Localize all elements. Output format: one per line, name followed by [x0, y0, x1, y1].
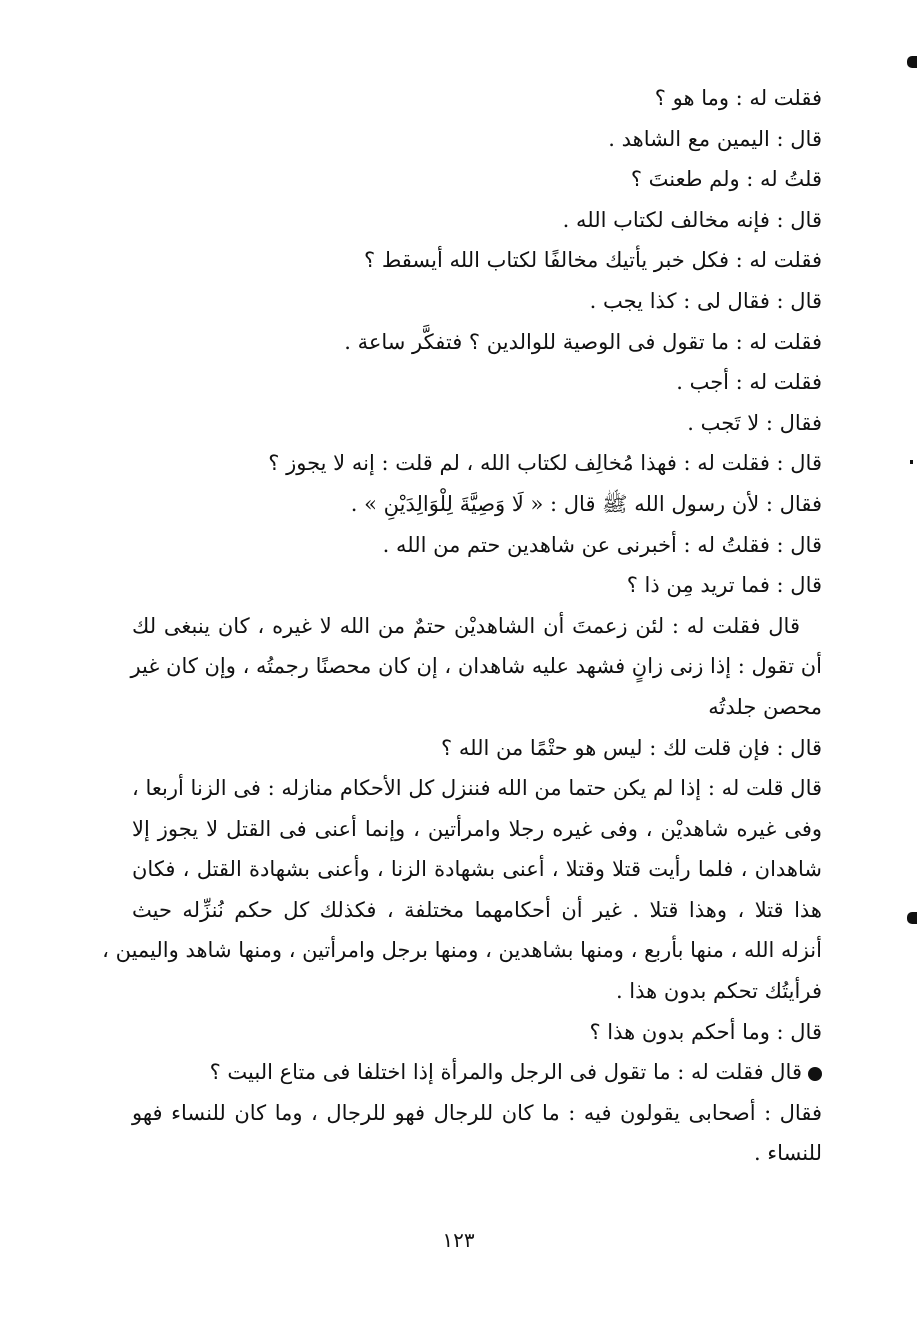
text-line: قال : فما تريد مِن ذا ؟ — [626, 573, 822, 598]
text-line: فقلت له : ما تقول فى الوصية للوالدين ؟ فتفكَّر ساعة . — [344, 329, 822, 354]
page-number: ١٢٣ — [442, 1228, 475, 1252]
text-line: فقال : أصحابى يقولون فيه : ما كان للرجال فهو للرجال ، وما كان للنساء فهو — [132, 1100, 822, 1125]
text-line: محصن جلدتُه — [708, 694, 822, 719]
text-line: أن تقول : إذا زنى زانٍ فشهد عليه شاهدان ، إن كان محصنًا رجمتُه ، وإن كان غير — [130, 654, 822, 679]
text-line: قال : فقلتُ له : أخبرنى عن شاهدين حتم من الله . — [382, 532, 822, 557]
text-line: قلتُ له : ولم طعنتَ ؟ — [630, 167, 822, 192]
text-line: قال فقلت له : لئن زعمتَ أن الشاهديْن حتمٌ من الله لا غيره ، كان ينبغى لك — [132, 613, 800, 638]
text-line: فقلت له : أجب . — [676, 370, 822, 395]
text-line-content: قال فقلت له : ما تقول فى الرجل والمرأة إذا اختلفا فى متاع البيت ؟ — [209, 1060, 802, 1085]
bullet-icon — [808, 1067, 822, 1081]
text-line: قال قلت له : إذا لم يكن حتما من الله فننزل كل الأحكام منازله : فى الزنا أربعا ، — [132, 776, 822, 801]
text-line: أنزله الله ، منها بأربع ، ومنها بشاهدين ، ومنها برجل وامرأتين ، ومنها شاهد واليمين ، — [102, 938, 822, 963]
text-line: قال : فإن قلت لك : ليس هو حتْمًا من الله ؟ — [441, 735, 822, 760]
text-line: هذا قتلا ، وهذا قتلا . غير أن أحكامهما مختلفة ، فكذلك كل حكم نُنزِّله حيث — [132, 897, 822, 922]
text-line: فقال : لأن رسول الله ﷺ قال : « لَا وَصِيَّةَ لِلْوَالِدَيْنِ » . — [350, 491, 822, 516]
text-line: فرأيتُك تحكم بدون هذا . — [615, 979, 822, 1004]
edge-scan-dot — [910, 460, 913, 464]
edge-scan-mark — [907, 56, 917, 68]
text-line: شاهدان ، فلما رأيت قتلا وقتلا ، أعنى بشهادة الزنا ، وأعنى بشهادة القتل ، فكان — [132, 857, 822, 882]
text-line: للنساء . — [753, 1141, 822, 1166]
edge-scan-mark — [907, 912, 917, 924]
text-line: قال : فقال لى : كذا يجب . — [589, 288, 822, 313]
text-line: فقال : لا تَجب . — [687, 410, 822, 435]
text-line-bulleted — [132, 1052, 822, 1093]
body-text — [102, 78, 822, 1174]
text-line: قال : اليمين مع الشاهد . — [608, 126, 822, 151]
text-line: فقلت له : وما هو ؟ — [654, 86, 822, 110]
text-line: قال : وما أحكم بدون هذا ؟ — [589, 1019, 822, 1044]
text-line: قال : فإنه مخالف لكتاب الله . — [562, 207, 822, 232]
text-line: قال : فقلت له : فهذا مُخالِف لكتاب الله ، لم قلت : إنه لا يجوز ؟ — [268, 451, 822, 476]
text-line: وفى غيره شاهديْن ، وفى غيره رجلا وامرأتين ، وإنما أعنى فى القتل لا يجوز إلا — [132, 816, 822, 841]
text-line: فقلت له : فكل خبر يأتيك مخالفًا لكتاب الله أيسقط ؟ — [364, 248, 822, 273]
